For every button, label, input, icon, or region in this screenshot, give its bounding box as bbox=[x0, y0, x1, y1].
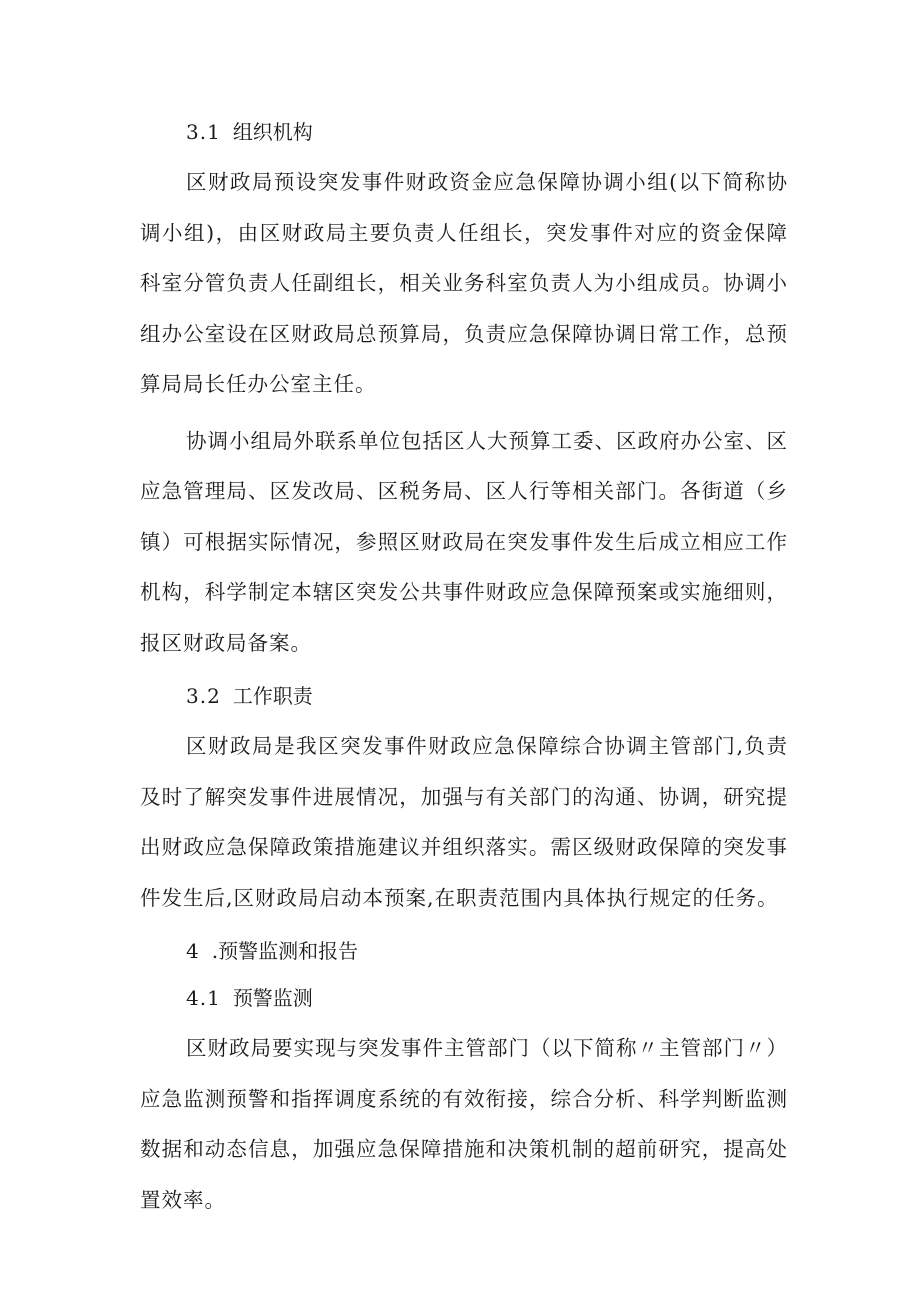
paragraph: 区财政局预设突发事件财政资金应急保障协调小组(以下简称协调小组)，由区财政局主要负责人任组长，突发事件对应的资金保障科室分管负责人任副组长，相关业务科室负责人为小组成员。协调小组办公室设在区财政局总预算局，负责应急保障协调日常工作，总预算局局长任办公室主任。 bbox=[140, 170, 788, 396]
section-3-2-heading bbox=[140, 674, 788, 718]
paragraph: 协调小组局外联系单位包括区人大预算工委、区政府办公室、区应急管理局、区发改局、区税务局、区人行等相关部门。各街道（乡镇）可根据实际情况，参照区财政局在突发事件发生后成立相应工作机构，科学制定本辖区突发公共事件财政应急保障预案或实施细则，报区财政局备案。 bbox=[140, 428, 788, 655]
section-title: 工作职责 bbox=[232, 684, 313, 708]
section-number: 4.1 bbox=[186, 986, 221, 1010]
paragraph: 区财政局是我区突发事件财政应急保障综合协调主管部门,负责及时了解突发事件进展情况，加强与有关部门的沟通、协调，研究提出财政应急保障政策措施建议并组织落实。需区级财政保障的突发事件发生后,区财政局启动本预案,在职责范围内具体执行规定的任务。 bbox=[140, 734, 788, 910]
document-body bbox=[140, 110, 788, 1231]
section-title: 组织机构 bbox=[232, 120, 313, 144]
section-4-1-heading bbox=[140, 976, 788, 1020]
section-4-heading bbox=[140, 929, 788, 973]
section-number: 3.2 bbox=[186, 684, 221, 708]
section-number: 3.1 bbox=[186, 120, 221, 144]
section-3-1-heading bbox=[140, 110, 788, 154]
section-title: 预警监测 bbox=[232, 986, 313, 1010]
section-title: .预警监测和报告 bbox=[211, 939, 359, 963]
section-number: 4 bbox=[186, 939, 200, 963]
paragraph: 区财政局要实现与突发事件主管部门（以下简称〃主管部门〃）应急监测预警和指挥调度系统的有效衔接，综合分析、科学判断监测数据和动态信息，加强应急保障措施和决策机制的超前研究，提高处置效率。 bbox=[140, 1036, 788, 1212]
